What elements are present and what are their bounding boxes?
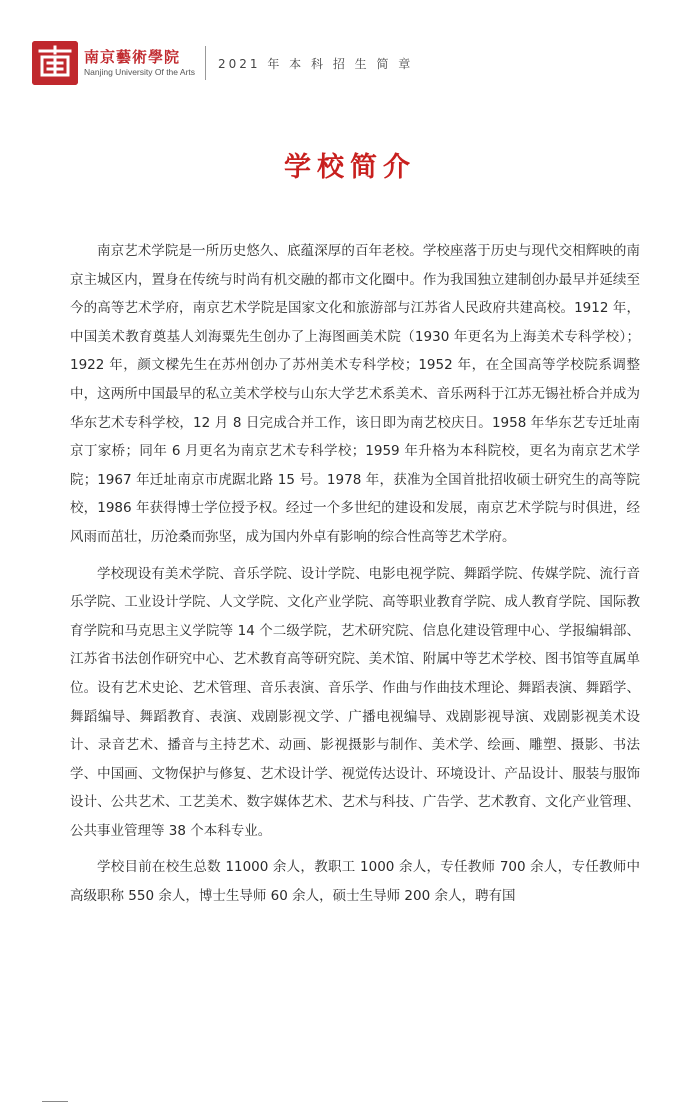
brochure-title: 2021 年 本 科 招 生 简 章 (218, 56, 414, 71)
paragraph-history: 南京艺术学院是一所历史悠久、底蕴深厚的百年老校。学校座落于历史与现代交相辉映的南京主城区内，置身在传统与时尚有机交融的都市文化圈中。作为我国独立建制创办最早并延续至今的高等艺术学府，南京艺术学院是国家文化和旅游部与江苏省人民政府共建高校。1912 年，中国美术教育奠基人刘海粟先生创办了上海图画美术院（1930 年更名为上海美术专科学校）；1922 年，颜文樑先生在苏州创办了苏州美术专科学校；1952 年，在全国高等学校院系调整中，这两所中国最早的私立美术学校与山东大学艺术系美术、音乐两科于江苏无锡社桥合并成为华东艺术专科学校，12 月 8 日完成合并工作，该日即为南艺校庆日。1958 年华东艺专迁址南京丁家桥；同年 6 月更名为南京艺术专科学校；1959 年升格为本科院校，更名为南京艺术学院；1967 年迁址南京市虎踞北路 15 号。1978 年，获准为全国首批招收硕士研究生的高等院校，1986 年获得博士学位授予权。经过一个多世纪的建设和发展，南京艺术学院与时俱进，经风雨而茁壮，历沧桑而弥坚，成为国内外卓有影响的综合性高等艺术学府。 (70, 243, 640, 545)
logo-chinese-name: 南京藝術學院 (84, 48, 181, 66)
paragraph-staff: 学校目前在校生总数 11000 余人，教职工 1000 余人，专任教师 700 余人，专任教师中高级职称 550 余人，博士生导师 60 余人，硕士生导师 200 余人，聘有国 (70, 859, 640, 905)
page-title: 学校简介 (284, 152, 416, 183)
paragraph-colleges: 学校现设有美术学院、音乐学院、设计学院、电影电视学院、舞蹈学院、传媒学院、流行音乐学院、工业设计学院、人文学院、文化产业学院、高等职业教育学院、成人教育学院、国际教育学院和马克思主义学院等 14 个二级学院，艺术研究院、信息化建设管理中心、学报编辑部、江苏省书法创作研究中心、艺术教育高等研究院、美术馆、附属中等艺术学校、图书馆等直属单位。设有艺术史论、艺术管理、音乐表演、音乐学、作曲与作曲技术理论、舞蹈表演、舞蹈学、舞蹈编导、舞蹈教育、表演、戏剧影视文学、广播电视编导、戏剧影视导演、戏剧影视美术设计、录音艺术、播音与主持艺术、动画、影视摄影与制作、美术学、绘画、雕塑、摄影、书法学、中国画、文物保护与修复、艺术设计学、视觉传达设计、环境设计、产品设计、服装与服饰设计、公共艺术、工艺美术、数字媒体艺术、艺术与科技、广告学、艺术教育、文化产业管理、公共事业管理等 38 个本科专业。 (70, 565, 640, 839)
page-header (32, 38, 413, 88)
logo-text (84, 48, 195, 78)
header-divider (205, 46, 206, 80)
body-text (70, 237, 640, 919)
logo-english-name: Nanjing University Of the Arts (84, 67, 196, 77)
university-seal-logo (32, 41, 78, 85)
footer-rule (42, 1101, 68, 1102)
